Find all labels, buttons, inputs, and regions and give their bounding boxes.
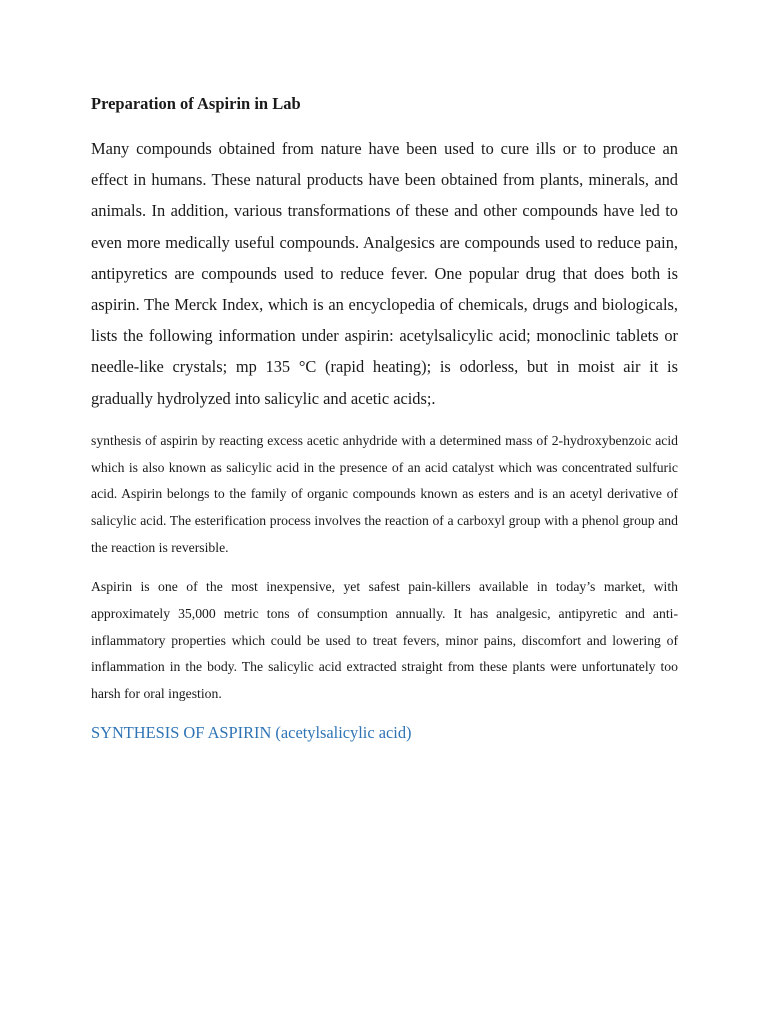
synthesis-paragraph: synthesis of aspirin by reacting excess acetic anhydride with a determined mass of 2-hydroxybenzoic acid which is also known as salicylic acid in the presence of an acid catalyst which was concentrated sulfuric acid. Aspirin belongs to the family of organic compounds known as esters and is an acetyl derivative of salicylic acid. The esterification process involves the reaction of a carboxyl group with a phenol group and the reaction is reversible. [91,432,678,555]
document-body [91,92,678,745]
intro-paragraph: Many compounds obtained from nature have been used to cure ills or to produce an effect in humans. These natural products have been obtained from plants, minerals, and animals. In addition, various transformations of these and other compounds have led to even more medically useful compounds. Analgesics are compounds used to reduce pain, antipyretics are compounds used to reduce fever. One popular drug that does both is aspirin. The Merck Index, which is an encyclopedia of chemicals, drugs and biologicals, lists the following information under aspirin: acetylsalicylic acid; monoclinic tablets or needle-like crystals; mp 135 °C (rapid heating); is odorless, but in moist air it is gradually hydrolyzed into salicylic and acetic acids;. [91,139,678,408]
document-title: Preparation of Aspirin in Lab [91,94,301,113]
section-heading: SYNTHESIS OF ASPIRIN (acetylsalicylic acid) [91,722,412,742]
properties-paragraph: Aspirin is one of the most inexpensive, yet safest pain-killers available in today’s market, with approximately 35,000 metric tons of consumption annually. It has analgesic, antipyretic and anti-inflammatory properties which could be used to treat fevers, minor pains, discomfort and lowering of inflammation in the body. The salicylic acid extracted straight from these plants were unfortunately too harsh for oral ingestion. [91,579,678,702]
